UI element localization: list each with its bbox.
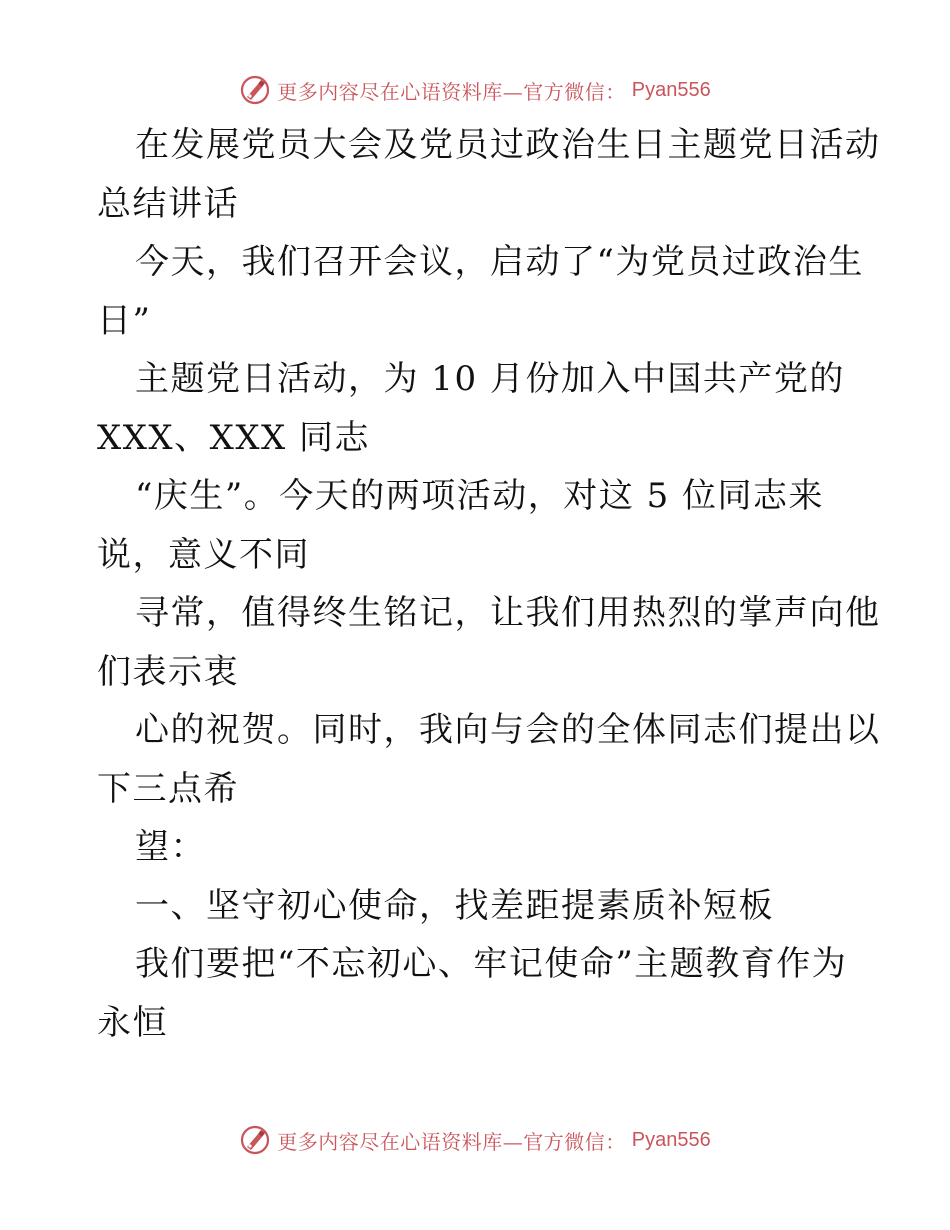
watermark-account: Pyan556 (631, 1128, 711, 1151)
document-line: 们表示衷 (97, 651, 239, 692)
document-line: 主题党日活动，为 10 月份加入中国共产党的 (135, 359, 845, 399)
document-line: 日” (97, 300, 152, 341)
document-line: 今天，我们召开会议，启动了“为党员过政治生 (135, 242, 864, 282)
document-line: 寻常，值得终生铭记，让我们用热烈的掌声向他 (135, 593, 881, 633)
document-line: 在发展党员大会及党员过政治生日主题党日活动 (135, 125, 881, 165)
document-line: 一、坚守初心使命，找差距提素质补短板 (135, 885, 774, 926)
document-line: XXX、XXX 同志 (97, 417, 371, 458)
document-line: 心的祝贺。同时，我向与会的全体同志们提出以 (135, 710, 881, 750)
document-line: 我们要把“不忘初心、牢记使命”主题教育作为 (135, 944, 848, 984)
pen-nib-logo-icon (239, 1124, 271, 1156)
document-line: 望： (135, 827, 206, 867)
document-body (97, 116, 881, 1052)
watermark-text: 更多内容尽在心语资料库—官方微信： (277, 1129, 626, 1154)
footer-watermark (0, 1120, 950, 1160)
watermark-account: Pyan556 (631, 78, 711, 101)
pen-nib-logo-icon (239, 74, 271, 106)
header-watermark (0, 70, 950, 110)
document-line: 总结讲话 (97, 183, 239, 224)
document-line: 说，意义不同 (97, 534, 310, 575)
document-line: 下三点希 (97, 768, 239, 809)
document-line: “庆生”。今天的两项活动，对这 5 位同志来 (135, 476, 825, 516)
watermark-text: 更多内容尽在心语资料库—官方微信： (277, 79, 626, 104)
document-line: 永恒 (97, 1002, 168, 1043)
